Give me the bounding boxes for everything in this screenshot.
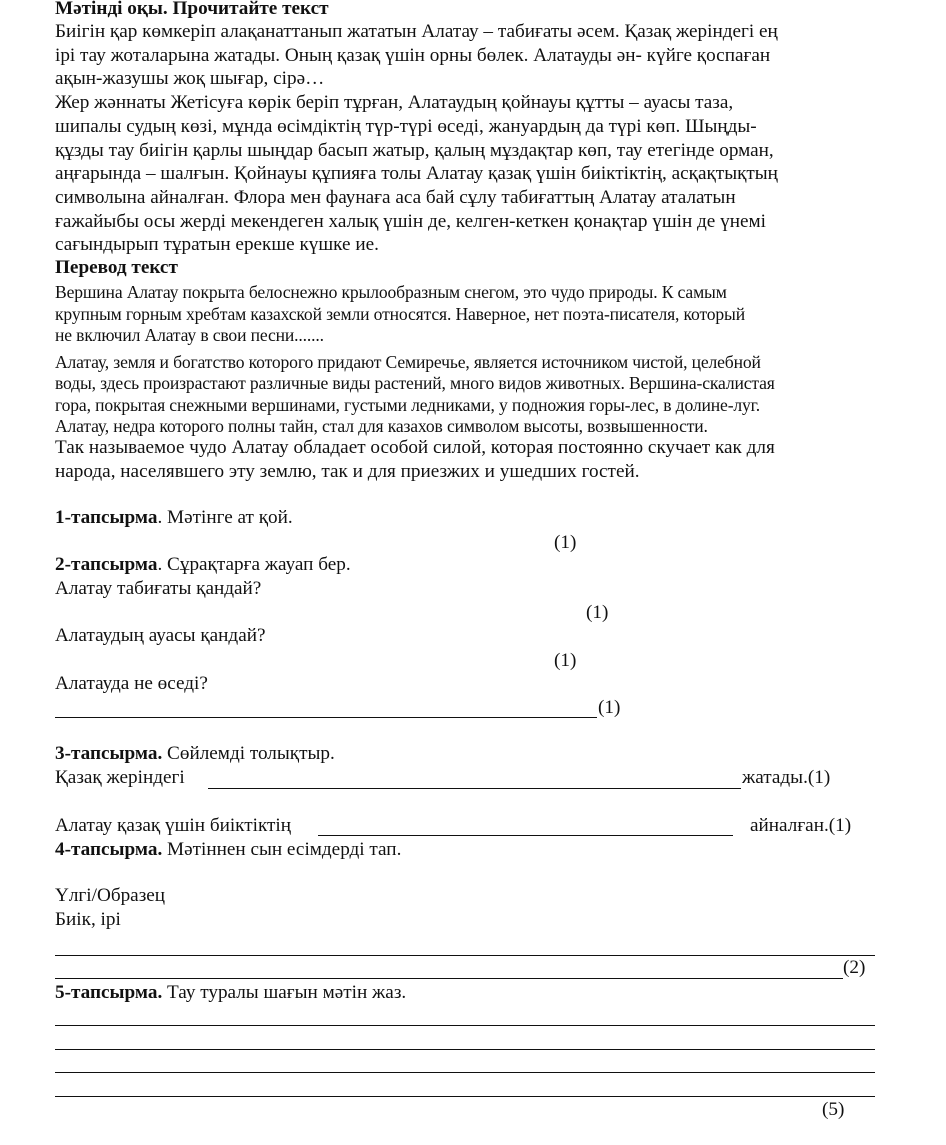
task-5 [55, 982, 406, 1004]
task-5-points: (5) [822, 1099, 845, 1120]
sentence-1-start: Қазақ жеріндегі [55, 767, 185, 788]
text-line: не включил Алатау в свои песни....... [55, 325, 324, 345]
question-3-points: (1) [598, 697, 621, 718]
task-3-text: Сөйлемді толықтыр. [162, 743, 335, 764]
text-line: Биігін қар көмкеріп алақанаттанып жататын Алатау – табиғаты әсем. Қазақ жеріндегі ең [55, 21, 778, 42]
text-line: аңғарында – шалғын. Қойнауы құпияға толы Алатау қазақ үшін биіктіктің, асқақтықтың [55, 163, 778, 185]
text-line: Так называемое чудо Алатау обладает особой силой, которая постоянно скучает как для [55, 437, 775, 458]
task-4-points: (2) [843, 957, 866, 978]
question-2-points: (1) [554, 650, 577, 671]
task-3-label: 3-тапсырма. [55, 743, 163, 764]
question-3: Алатауда не өседі? [55, 673, 208, 694]
sentence-1-end: жатады.(1) [742, 767, 831, 788]
text-line: құзды тау биігін қарлы шыңдар басып жатыр, қалың мұздақтар көп, тау етегінде орман, [55, 139, 774, 161]
fill-blank-line[interactable] [208, 788, 741, 789]
russian-translation-end [55, 436, 885, 483]
answer-line[interactable] [55, 1025, 875, 1026]
text-line: шипалы судың көзі, мұнда өсімдіктің түр-түрі өседі, жануардың да түрі көп. Шыңды- [55, 115, 757, 137]
task-5-text: Тау туралы шағын мәтін жаз. [162, 982, 407, 1003]
task-1-text: . Мәтінге ат қой. [157, 507, 293, 528]
answer-line[interactable] [55, 978, 843, 979]
text-line: символына айналған. Флора мен фаунаға аса бай сұлу табиғаттың Алатау аталатын [55, 186, 736, 208]
translation-title: Перевод текст [55, 257, 178, 278]
text-line: крупным горным хребтам казахской земли относятся. Наверное, нет поэта-писателя, который [55, 303, 745, 324]
text-line: сағындырып тұратын ерекше күшке ие. [55, 234, 379, 256]
task-1-points: (1) [554, 532, 577, 553]
text-line: воды, здесь произрастают различные виды растений, много видов животных. Вершина-скалистая [55, 373, 775, 393]
text-line: Алатау, недра которого полны тайн, стал для казахов символом высоты, возвышенности. [55, 416, 708, 436]
question-1: Алатау табиғаты қандай? [55, 578, 262, 599]
text-line: Алатау, земля и богатство которого придают Семиречье, является источником чистой, целебной [55, 351, 761, 372]
russian-translation [55, 282, 885, 438]
answer-line[interactable] [55, 1096, 875, 1097]
sample-value: Биік, ірі [55, 909, 121, 930]
reading-title: Мәтінді оқы. Прочитайте текст [55, 0, 329, 19]
sentence-2-start: Алатау қазақ үшін биіктіктің [55, 815, 292, 836]
text-line: ғажайыбы осы жерді мекендеген халық үшін де, келген-кеткен қонақтар үшін де үнемі [55, 210, 766, 232]
fill-blank-line[interactable] [318, 835, 733, 836]
question-1-points: (1) [586, 602, 609, 623]
question-2: Алатаудың ауасы қандай? [55, 625, 266, 646]
answer-line[interactable] [55, 1049, 875, 1050]
text-line: народа, населявшего эту землю, так и для приезжих и ушедших гостей. [55, 460, 640, 482]
text-line: ақын-жазушы жоқ шығар, сірә… [55, 68, 325, 90]
task-4 [55, 839, 401, 861]
answer-line[interactable] [55, 1072, 875, 1073]
task-2 [55, 554, 351, 576]
task-3 [55, 743, 335, 765]
text-line: гора, покрытая снежными вершинами, густыми ледниками, у подножия горы-лес, в долине-луг. [55, 394, 761, 415]
task-5-label: 5-тапсырма. [55, 982, 163, 1003]
sentence-2-end: айналған.(1) [750, 815, 852, 836]
text-line: Жер жәннаты Жетісуға көрік беріп тұрған, Алатаудың қойнауы құтты – ауасы таза, [55, 92, 734, 114]
text-line: ірі тау жоталарына жатады. Оның қазақ үшін орны бөлек. Алатауды ән- күйге қоспаған [55, 44, 771, 66]
task-2-text: . Сұрақтарға жауап бер. [157, 554, 351, 575]
kazakh-text [55, 20, 885, 257]
task-4-text: Мәтіннен сын есімдерді тап. [162, 839, 402, 860]
answer-line[interactable] [55, 717, 597, 718]
answer-line[interactable] [55, 955, 875, 956]
task-2-label: 2-тапсырма [55, 554, 158, 575]
text-line: Вершина Алатау покрыта белоснежно крылообразным снегом, это чудо природы. К самым [55, 282, 727, 302]
task-1-label: 1-тапсырма [55, 507, 158, 528]
sample-label: Үлгі/Образец [55, 885, 166, 906]
task-1 [55, 507, 293, 529]
task-4-label: 4-тапсырма. [55, 839, 163, 860]
